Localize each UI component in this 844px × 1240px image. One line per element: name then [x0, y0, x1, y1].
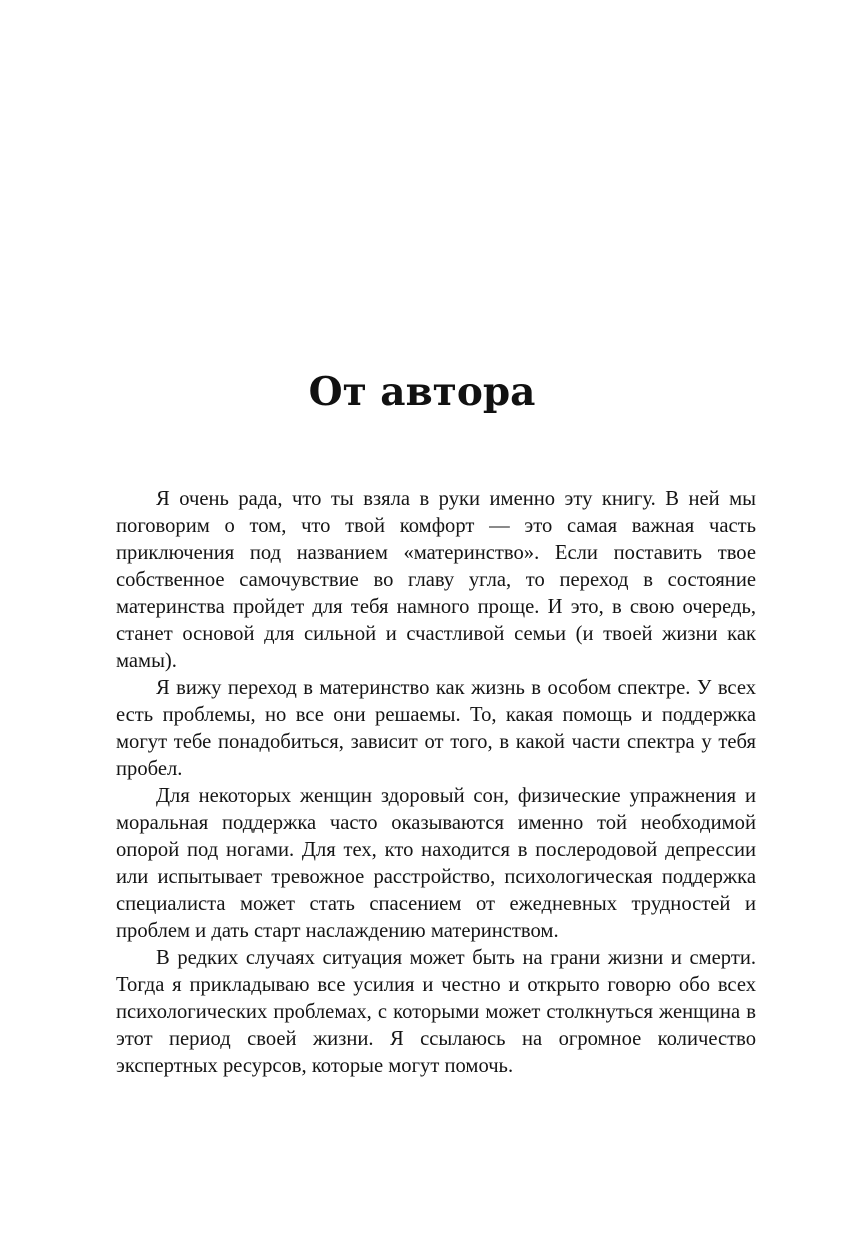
- paragraph-3: Для некоторых женщин здоровый сон, физические упражнения и моральная поддержка часто оказываются именно той необходимой опорой под ногами. Для тех, кто находится в послеродовой депрессии или испытывает тревожное расстройство, психологическая поддержка специалиста может стать спасением от ежедневных трудностей и проблем и дать старт наслаждению материнством.: [116, 785, 756, 942]
- paragraph-1: Я очень рада, что ты взяла в руки именно эту книгу. В ней мы поговорим о том, что твой комфорт — это самая важная часть приключения под названием «материнство». Если поставить твое собственное самочувствие во главу угла, то переход в состояние материнства пройдет для тебя намного проще. И это, в свою очередь, станет основой для сильной и счастливой семьи (и твоей жизни как мамы).: [116, 488, 756, 672]
- body-text: [116, 486, 756, 1080]
- paragraph-2: Я вижу переход в материнство как жизнь в особом спектре. У всех есть проблемы, но все они решаемы. То, какая помощь и поддержка могут тебе понадобиться, зависит от того, в какой части спектра у тебя пробел.: [116, 677, 756, 780]
- paragraph-4: В редких случаях ситуация может быть на грани жизни и смерти. Тогда я прикладываю все усилия и честно и открыто говорю обо всех психологических проблемах, с которыми может столкнуться женщина в этот период своей жизни. Я ссылаюсь на огромное количество экспертных ресурсов, которые могут помочь.: [116, 947, 756, 1077]
- chapter-title: От автора: [308, 369, 536, 415]
